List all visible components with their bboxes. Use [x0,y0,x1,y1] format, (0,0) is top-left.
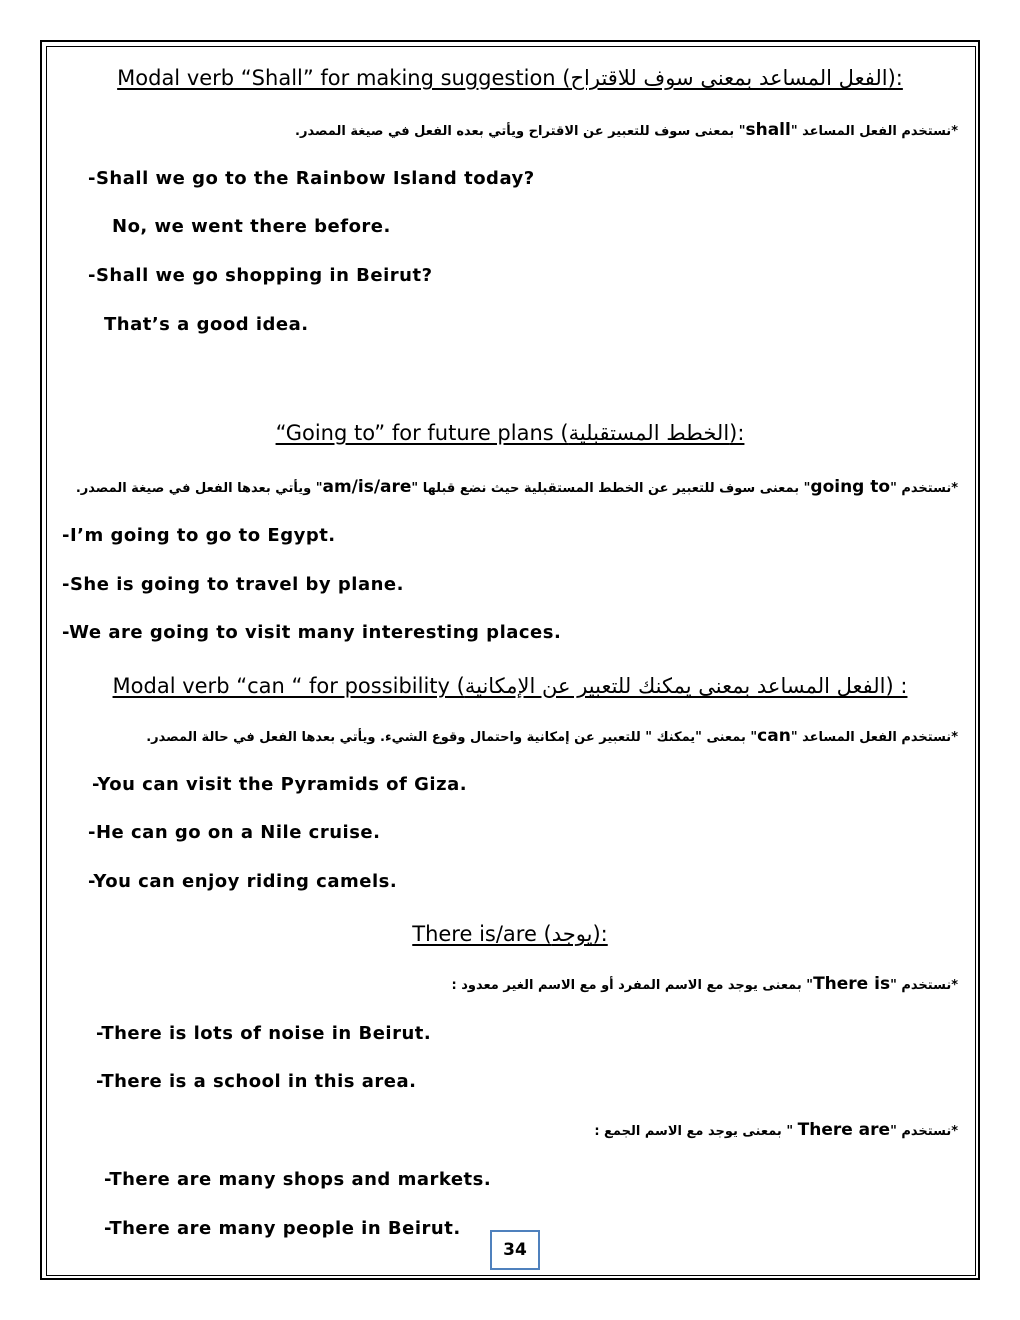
going-to-note: *نستخدم "going to" بمعنى سوف للتعبير عن الخطط المستقبلية حيث نضع قبلها "am/is/are" ويأتي بعدها الفعل في صيغة المصدر. [75,477,958,497]
shall-example-2: No, we went there before. [112,216,391,237]
there-is-example-2: -There is a school in this area. [96,1071,417,1092]
going-to-example-1: -I’m going to go to Egypt. [62,525,336,546]
can-heading: Modal verb “can “ for possibility (الفعل المساعد بمعنى يمكنك للتعبير عن الإمكانية) : [112,674,908,698]
there-is-note: *نستخدم "There is" بمعنى يوجد مع الاسم المفرد أو مع الاسم الغير معدود : [451,974,958,994]
going-to-heading: “Going to” for future plans (الخطط المستقبلية): [275,421,745,445]
can-note: *نستخدم الفعل المساعد "can" بمعنى "يمكنك " للتعبير عن إمكانية واحتمال وقوع الشيء. ويأتي بعدها الفعل في حالة المصدر. [146,726,958,746]
shall-example-1: -Shall we go to the Rainbow Island today? [88,168,535,189]
can-example-1: -You can visit the Pyramids of Giza. [92,774,468,795]
shall-example-3: -Shall we go shopping in Beirut? [88,265,433,286]
there-are-note: *نستخدم "There are " بمعنى يوجد مع الاسم الجمع : [594,1120,958,1140]
there-are-example-2: -There are many people in Beirut. [104,1218,461,1239]
going-to-example-3: -We are going to visit many interesting places. [62,622,562,643]
there-heading: There is/are (يوجد): [412,922,608,946]
there-is-example-1: -There is lots of noise in Beirut. [96,1023,432,1044]
page-number: 34 [490,1230,540,1270]
shall-note: *نستخدم الفعل المساعد "shall" بمعنى سوف للتعبير عن الاقتراح ويأتي بعده الفعل في صيغة المصدر. [295,120,958,140]
can-example-3: -You can enjoy riding camels. [88,871,398,892]
can-example-2: -He can go on a Nile cruise. [88,822,381,843]
there-are-example-1: -There are many shops and markets. [104,1169,492,1190]
shall-heading: Modal verb “Shall” for making suggestion (الفعل المساعد بمعنى سوف للاقتراح): [117,66,903,90]
shall-example-4: That’s a good idea. [104,314,309,335]
going-to-example-2: -She is going to travel by plane. [62,574,404,595]
